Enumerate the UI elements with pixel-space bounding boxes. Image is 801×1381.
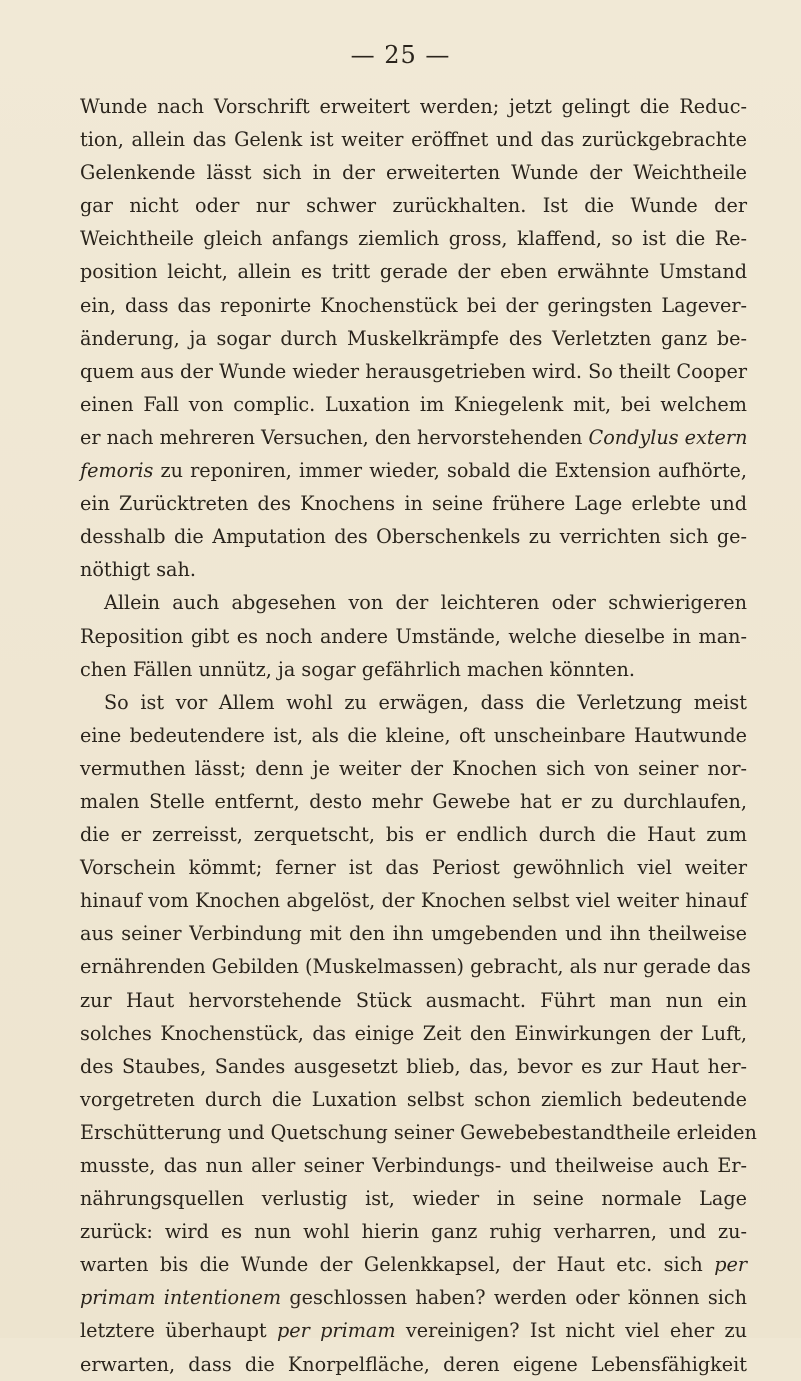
body-text — [80, 90, 757, 1381]
text-line — [80, 520, 747, 553]
text-segment: solches Knochenstück, das einige Zeit den Einwirkungen der Luft, — [80, 1021, 747, 1045]
text-segment: änderung, ja sogar durch Muskelkrämpfe des Verletzten ganz be- — [80, 326, 747, 350]
text-segment: letztere überhaupt — [80, 1319, 277, 1343]
text-segment: nährungsquellen verlustig ist, wieder in seine normale Lage — [80, 1187, 747, 1211]
text-line — [80, 884, 747, 917]
italic-segment: Condylus extern — [588, 425, 748, 449]
text-segment: zur Haut hervorstehende Stück ausmacht. Führt man nun ein — [80, 988, 747, 1012]
text-segment: desshalb die Amputation des Oberschenkels zu verrichten sich ge- — [80, 525, 747, 549]
text-segment: Gelenkende lässt sich in der erweiterten Wunde der Weichtheile — [80, 161, 747, 185]
text-line — [80, 1116, 757, 1149]
text-line — [80, 553, 747, 586]
text-line — [80, 487, 747, 520]
text-segment: des Staubes, Sandes ausgesetzt blieb, das, bevor es zur Haut her- — [80, 1054, 747, 1078]
text-line — [80, 454, 747, 487]
text-line — [80, 322, 747, 355]
text-line — [80, 1149, 747, 1182]
text-line — [80, 1314, 747, 1347]
text-line — [80, 1348, 747, 1381]
text-segment: vorgetreten durch die Luxation selbst schon ziemlich bedeutende — [80, 1087, 747, 1111]
text-line — [80, 1017, 747, 1050]
text-line — [80, 355, 747, 388]
text-segment: vermuthen lässt; denn je weiter der Knochen sich von seiner nor- — [80, 756, 747, 780]
text-line — [80, 1083, 747, 1116]
text-segment: zu reponiren, immer wieder, sobald die Extension aufhörte, — [153, 459, 747, 483]
text-segment: ein Zurücktreten des Knochens in seine frühere Lage erlebte und — [80, 492, 747, 516]
text-segment: Wunde nach Vorschrift erweitert werden; jetzt gelingt die Reduc- — [80, 95, 747, 118]
text-segment: tion, allein das Gelenk ist weiter eröffnet und das zurückgebrachte — [80, 128, 747, 152]
text-line — [80, 653, 747, 686]
text-line — [80, 851, 747, 884]
italic-segment: femoris — [80, 459, 154, 483]
text-segment: Vorschein kömmt; ferner ist das Periost gewöhnlich viel weiter — [80, 856, 747, 880]
text-segment: So ist vor Allem wohl zu erwägen, dass die Verletzung meist — [104, 690, 747, 714]
text-segment: musste, das nun aller seiner Verbindungs- und theilweise auch Er- — [80, 1154, 747, 1177]
italic-segment: per primam — [276, 1319, 396, 1343]
text-segment: Weichtheile gleich anfangs ziemlich gross, klaffend, so ist die Re- — [80, 227, 747, 251]
text-segment: warten bis die Wunde der Gelenkkapsel, der Haut etc. sich — [80, 1253, 715, 1277]
text-segment: Erschütterung und Quetschung seiner Gewebebestandtheile erleiden — [80, 1120, 757, 1144]
text-segment: Reposition gibt es noch andere Umstände, welche dieselbe in man- — [80, 624, 747, 648]
text-segment: eine bedeutendere ist, als die kleine, oft unscheinbare Hautwunde — [80, 723, 747, 747]
text-line — [80, 917, 747, 950]
text-line — [80, 586, 747, 619]
text-line — [80, 222, 747, 255]
text-line — [80, 1248, 747, 1281]
text-segment: aus seiner Verbindung mit den ihn umgebenden und ihn theilweise — [80, 922, 747, 946]
text-line — [80, 1050, 747, 1083]
text-line — [80, 90, 747, 123]
text-line — [80, 1281, 747, 1314]
text-segment: geschlossen haben? werden oder können sich — [281, 1286, 747, 1310]
text-line — [80, 156, 747, 189]
text-segment: hinauf vom Knochen abgelöst, der Knochen selbst viel weiter hinauf — [80, 889, 747, 913]
text-segment: position leicht, allein es tritt gerade der eben erwähnte Umstand — [80, 260, 747, 284]
text-segment: er nach mehreren Versuchen, den hervorstehenden — [80, 425, 589, 449]
text-segment: einen Fall von complic. Luxation im Kniegelenk mit, bei welchem — [80, 392, 747, 416]
text-line — [80, 984, 747, 1017]
text-segment: Allein auch abgesehen von der leichteren oder schwierigeren — [104, 591, 747, 615]
text-line — [80, 1182, 747, 1215]
text-line — [80, 950, 751, 983]
text-line — [80, 686, 747, 719]
text-line — [80, 189, 747, 222]
text-line — [80, 785, 747, 818]
text-segment: vereinigen? Ist nicht viel eher zu — [395, 1319, 747, 1343]
text-line — [80, 255, 747, 288]
text-line — [80, 123, 747, 156]
text-segment: malen Stelle entfernt, desto mehr Gewebe hat er zu durchlaufen, — [80, 789, 747, 813]
italic-segment: per — [714, 1253, 747, 1277]
text-segment: die er zerreisst, zerquetscht, bis er endlich durch die Haut zum — [80, 823, 747, 847]
text-segment: erwarten, dass die Knorpelfläche, deren eigene Lebensfähigkeit — [80, 1352, 747, 1376]
text-segment: ernährenden Gebilden (Muskelmassen) gebracht, als nur gerade das — [80, 955, 751, 979]
text-line — [80, 388, 747, 421]
text-line — [80, 289, 747, 322]
text-segment: ein, dass das reponirte Knochenstück bei der geringsten Lagever- — [80, 293, 747, 317]
text-segment: gar nicht oder nur schwer zurückhalten. Ist die Wunde der — [80, 194, 747, 218]
text-line — [80, 719, 747, 752]
text-segment: zurück: wird es nun wohl hierin ganz ruhig verharren, und zu- — [80, 1220, 747, 1244]
text-line — [80, 752, 747, 785]
text-line — [80, 818, 747, 851]
text-line — [80, 620, 747, 653]
text-segment: chen Fällen unnütz, ja sogar gefährlich machen könnten. — [80, 657, 635, 681]
text-line — [80, 1215, 747, 1248]
text-segment: nöthigt sah. — [80, 558, 196, 582]
text-segment: quem aus der Wunde wieder herausgetrieben wird. So theilt Cooper — [80, 359, 747, 383]
text-line — [80, 421, 747, 454]
page-number: — 25 — — [350, 41, 451, 69]
italic-segment: primam intentionem — [80, 1286, 282, 1310]
